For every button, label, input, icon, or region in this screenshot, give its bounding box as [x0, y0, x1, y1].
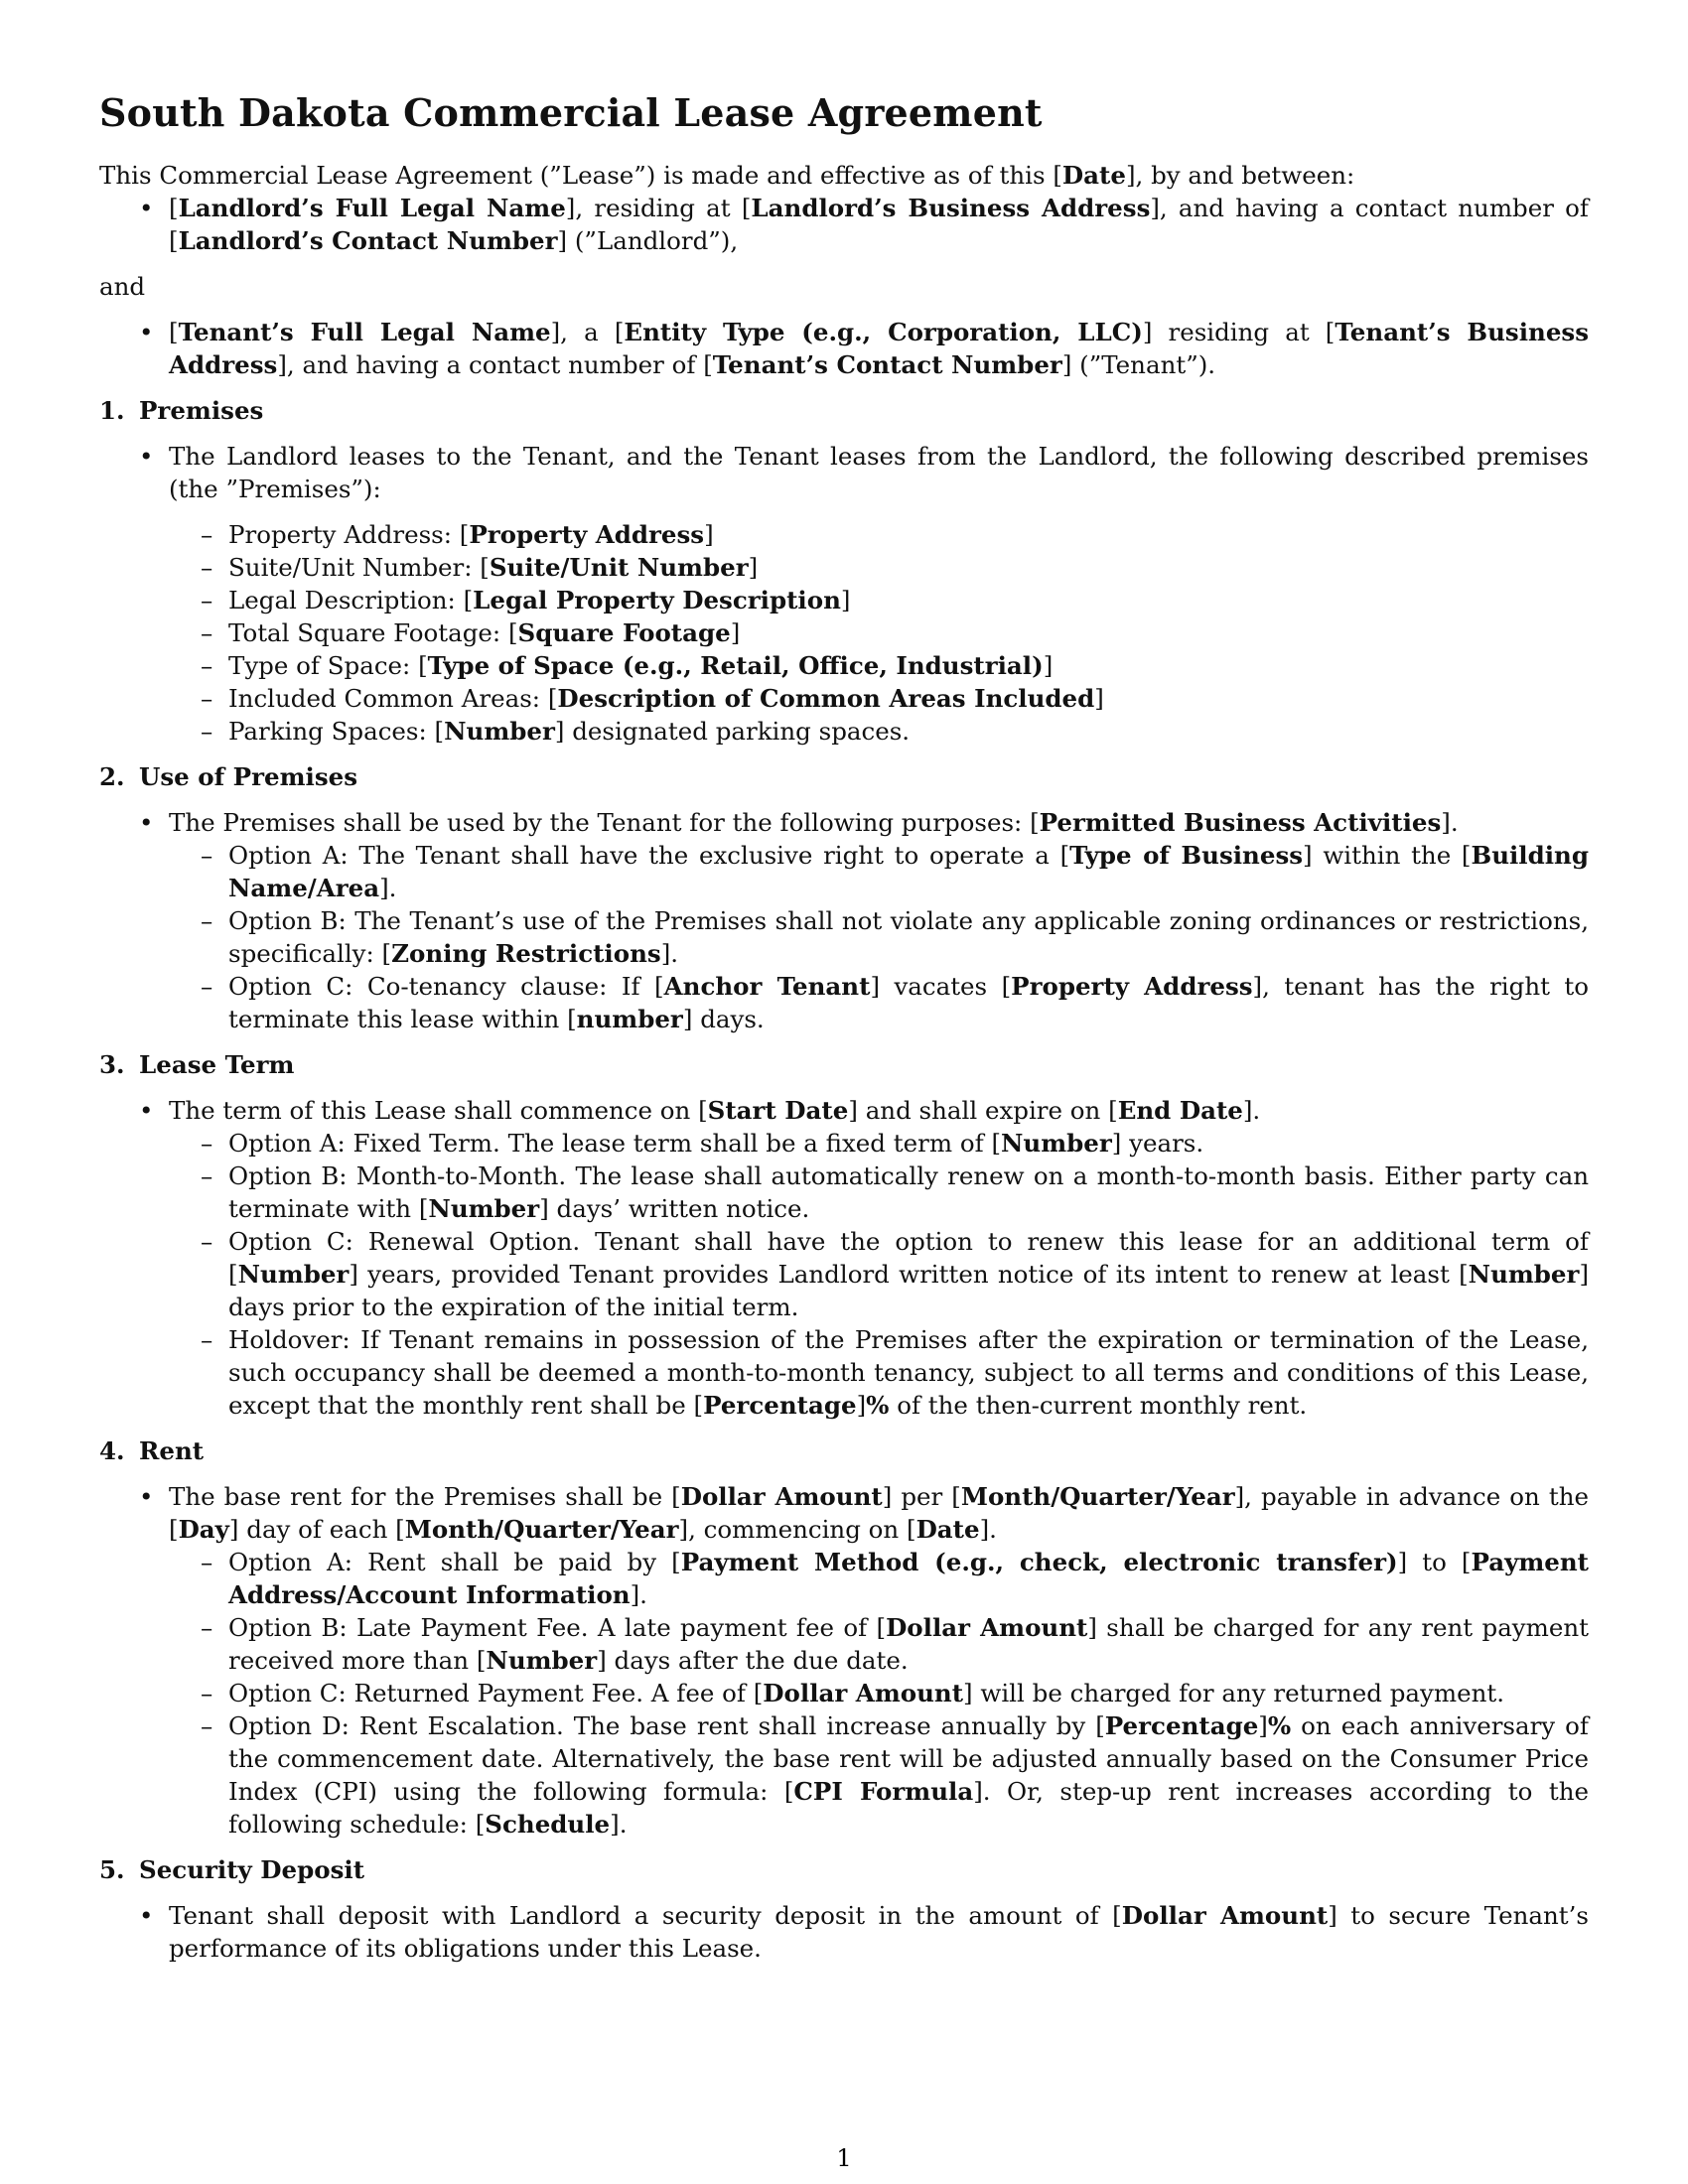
list-item: – Option A: Fixed Term. The lease term shall be a fixed term of [Number] years.: [99, 1127, 1589, 1160]
list-item: – Option B: Month-to-Month. The lease shall automatically renew on a month-to-month basis. Either party can terminate with [Number] days’ written notice.: [99, 1160, 1589, 1225]
list-item: – Option A: The Tenant shall have the exclusive right to operate a [Type of Business] within the [Building Name/Area].: [99, 839, 1589, 904]
section-heading-security-deposit: 5. Security Deposit: [99, 1855, 365, 1884]
list-item: – Type of Space: [Type of Space (e.g., Retail, Office, Industrial)]: [99, 649, 1589, 682]
section-heading-premises: 1. Premises: [99, 396, 264, 425]
list-item: • The base rent for the Premises shall be [Dollar Amount] per [Month/Quarter/Year], payable in advance on the [Day] day of each [Month/Quarter/Year], commencing on [Date].: [99, 1480, 1589, 1546]
landlord-item: • [Landlord’s Full Legal Name], residing at [Landlord’s Business Address], and having a contact number of [Landlord’s Contact Number] (”Landlord”),: [99, 192, 1589, 257]
list-item: – Legal Description: [Legal Property Description]: [99, 584, 1589, 616]
section-heading-rent: 4. Rent: [99, 1436, 205, 1465]
list-item: • The term of this Lease shall commence on [Start Date] and shall expire on [End Date].: [99, 1094, 1589, 1127]
section-heading-use-of-premises: 2. Use of Premises: [99, 762, 358, 791]
list-item: – Included Common Areas: [Description of Common Areas Included]: [99, 682, 1589, 715]
list-item: • The Premises shall be used by the Tenant for the following purposes: [Permitted Business Activities].: [99, 806, 1589, 839]
document-page: [99, 81, 1589, 1965]
parties-landlord: [99, 192, 1589, 257]
list-item: – Option D: Rent Escalation. The base rent shall increase annually by [Percentage]% on each anniversary of the commencement date. Alternatively, the base rent will be adjusted annually based on the Consumer Price Index (CPI) using the following formula: [CPI Formula]. Or, step-up rent increases according to the following schedule: [Schedule].: [99, 1709, 1589, 1841]
section-use-list: [99, 806, 1589, 1035]
list-item: – Parking Spaces: [Number] designated parking spaces.: [99, 715, 1589, 748]
premises-details-list: [99, 518, 1589, 748]
intro-paragraph: This Commercial Lease Agreement (”Lease”) is made and effective as of this [Date], by and between:: [99, 161, 1355, 190]
list-item: • Tenant shall deposit with Landlord a security deposit in the amount of [Dollar Amount] to secure Tenant’s performance of its obligations under this Lease.: [99, 1899, 1589, 1965]
page-number: 1: [836, 2144, 852, 2172]
list-item: – Holdover: If Tenant remains in possession of the Premises after the expiration or termination of the Lease, such occupancy shall be deemed a month-to-month tenancy, subject to all terms and conditions of this Lease, except that the monthly rent shall be [Percentage]% of the then-current monthly rent.: [99, 1323, 1589, 1422]
list-item: – Suite/Unit Number: [Suite/Unit Number]: [99, 551, 1589, 584]
parties-tenant: [99, 316, 1589, 381]
list-item: – Option C: Returned Payment Fee. A fee of [Dollar Amount] will be charged for any returned payment.: [99, 1677, 1589, 1709]
section-term-list: [99, 1094, 1589, 1422]
section-heading-lease-term: 3. Lease Term: [99, 1050, 295, 1079]
list-item: – Option C: Renewal Option. Tenant shall have the option to renew this lease for an additional term of [Number] years, provided Tenant provides Landlord written notice of its intent to renew at least [Number] days prior to the expiration of the initial term.: [99, 1225, 1589, 1323]
section-rent-list: [99, 1480, 1589, 1841]
list-item: – Option B: The Tenant’s use of the Premises shall not violate any applicable zoning ordinances or restrictions, specifically: [Zoning Restrictions].: [99, 904, 1589, 970]
section-deposit-list: [99, 1899, 1589, 1965]
list-item: – Option A: Rent shall be paid by [Payment Method (e.g., check, electronic transfer)] to [Payment Address/Account Information].: [99, 1546, 1589, 1611]
tenant-item: • [Tenant’s Full Legal Name], a [Entity Type (e.g., Corporation, LLC)] residing at [Tenant’s Business Address], and having a contact number of [Tenant’s Contact Number] (”Tenant”).: [99, 316, 1589, 381]
list-item: – Property Address: [Property Address]: [99, 518, 1589, 551]
list-item: • The Landlord leases to the Tenant, and the Tenant leases from the Landlord, the following described premises (the ”Premises”):: [99, 440, 1589, 505]
list-item: – Total Square Footage: [Square Footage]: [99, 616, 1589, 649]
and-text: and: [99, 272, 146, 301]
list-item: – Option B: Late Payment Fee. A late payment fee of [Dollar Amount] shall be charged for any rent payment received more than [Number] days after the due date.: [99, 1611, 1589, 1677]
section-premises-list: [99, 440, 1589, 505]
document-title: South Dakota Commercial Lease Agreement: [99, 90, 1043, 135]
list-item: – Option C: Co-tenancy clause: If [Anchor Tenant] vacates [Property Address], tenant has the right to terminate this lease within [number] days.: [99, 970, 1589, 1035]
